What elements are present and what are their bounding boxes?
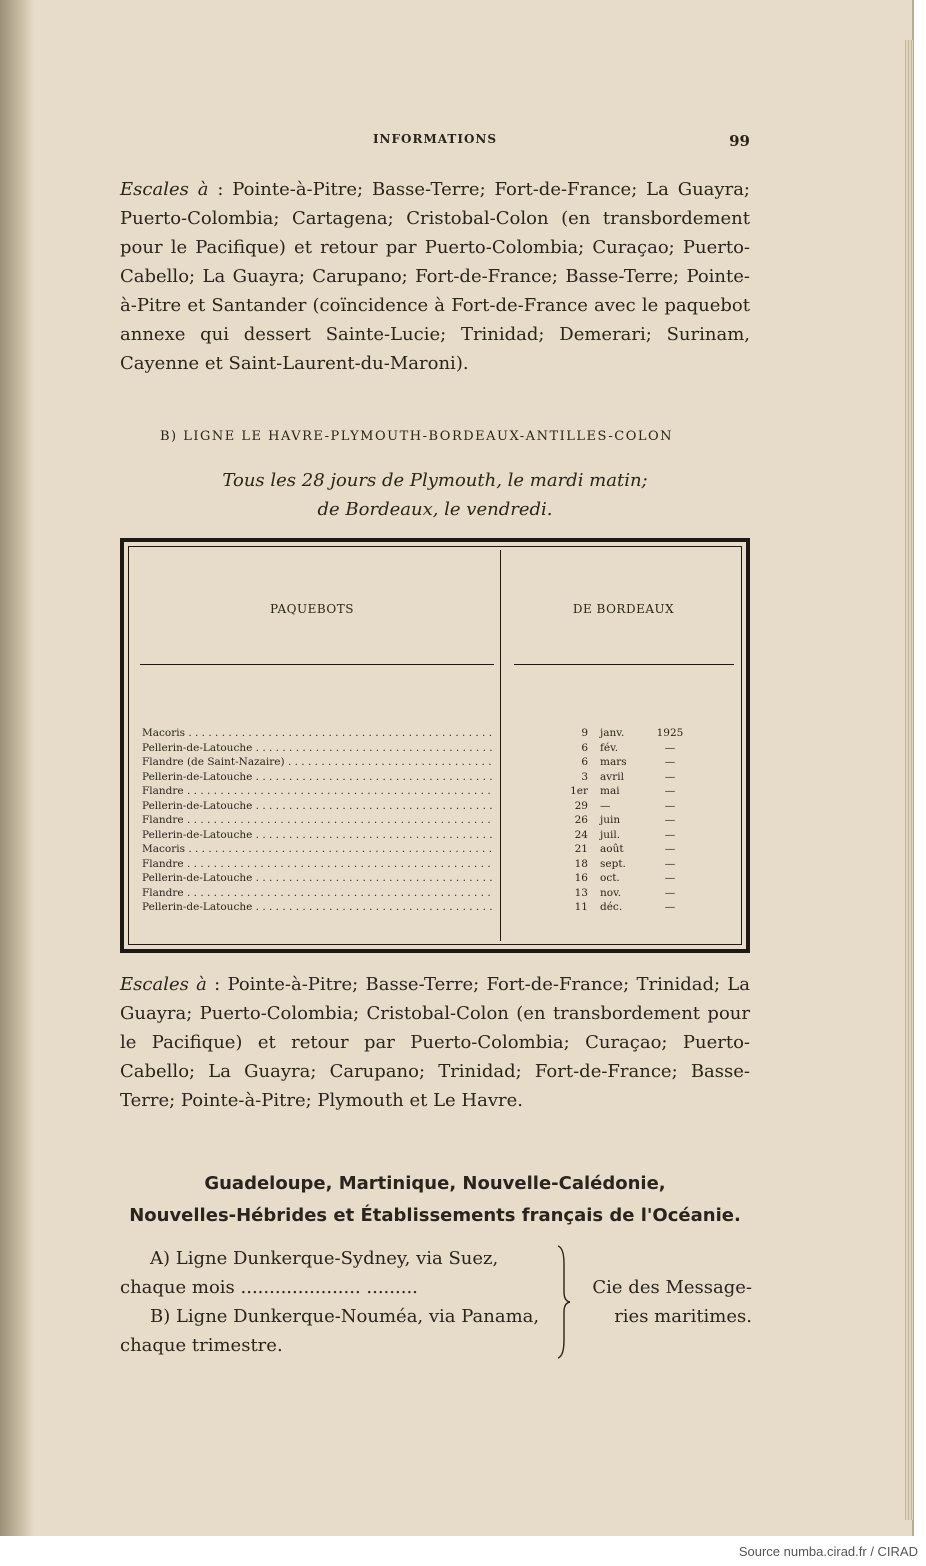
header-rule	[140, 664, 494, 665]
day: 16	[574, 872, 588, 884]
ship-name: Flandre (de Saint-Nazaire) . . .	[142, 755, 492, 770]
day: 21	[574, 843, 588, 855]
table-row	[142, 784, 742, 799]
month: juil.	[600, 828, 621, 841]
header-paquebots: PAQUEBOTS	[270, 602, 354, 616]
running-head-title: INFORMATIONS	[372, 132, 498, 146]
day: 1er	[570, 785, 588, 797]
day: 24	[574, 828, 588, 841]
month: avril	[600, 770, 624, 783]
ship-name: Flandre . . .	[142, 886, 492, 901]
escales-lead: Escales à	[120, 974, 207, 995]
month: août	[600, 843, 624, 855]
table-row	[142, 900, 742, 915]
ship-name: Macoris . . .	[142, 842, 492, 857]
line-a-2: chaque mois ..................... .........	[120, 1277, 418, 1298]
month: mai	[600, 785, 620, 797]
month: mars	[600, 756, 627, 768]
company-line-2: ries maritimes.	[614, 1306, 752, 1327]
ship-name: Flandre . . .	[142, 813, 492, 828]
company-note	[580, 1273, 752, 1331]
header-rule	[514, 664, 734, 665]
day: 3	[581, 770, 588, 783]
year: —	[664, 828, 676, 841]
ship-name: Flandre . . .	[142, 857, 492, 872]
ship-name: Pellerin-de-Latouche . . .	[142, 799, 492, 814]
month: —	[600, 799, 611, 812]
heading-line-2: Nouvelles-Hébrides et Établissements français de l'Océanie.	[129, 1205, 741, 1226]
day: 13	[574, 886, 588, 899]
schedule-line-2: de Bordeaux, le vendredi.	[317, 499, 553, 520]
schedule-line-1: Tous les 28 jours de Plymouth, le mardi matin;	[222, 470, 648, 491]
year: 1925	[656, 727, 684, 739]
table-row	[142, 828, 742, 843]
table-row	[142, 871, 742, 886]
header-de-bordeaux: DE BORDEAUX	[572, 602, 675, 616]
table-row	[142, 741, 742, 756]
table-row	[142, 813, 742, 828]
year: —	[664, 843, 676, 855]
ship-name: Pellerin-de-Latouche . . .	[142, 900, 492, 915]
ship-name: Macoris . . .	[142, 726, 492, 741]
month: fév.	[600, 741, 619, 754]
escales-text: : Pointe-à-Pitre; Basse-Terre; Fort-de-France; Trinidad; La Guayra; Puerto-Colombia; Cristobal-Colon (en transbordement pour le Pacifique) et retour par Puerto-Colombia; Curaçao; Puerto-Cabello; La Guayra; Carupano; Trinidad; Fort-de-France; Basse-Terre; Pointe-à-Pitre; Plymouth et Le Havre.	[120, 974, 750, 1111]
year: —	[664, 741, 676, 754]
table-row	[142, 886, 742, 901]
table-row	[142, 857, 742, 872]
year: —	[664, 886, 676, 899]
brace-icon	[552, 1244, 572, 1360]
day: 18	[574, 857, 588, 870]
ship-name: Pellerin-de-Latouche . . .	[142, 741, 492, 756]
paragraph-escales-2	[120, 970, 750, 1115]
year: —	[664, 814, 676, 826]
line-a-1: A) Ligne Dunkerque-Sydney, via Suez,	[150, 1248, 499, 1269]
running-head	[120, 132, 750, 152]
day: 9	[581, 727, 588, 739]
month: juin	[600, 814, 621, 826]
day: 29	[574, 799, 588, 812]
month: déc.	[600, 901, 623, 913]
ship-name: Pellerin-de-Latouche . . .	[142, 770, 492, 785]
year: —	[664, 901, 676, 913]
escales-text: : Pointe-à-Pitre; Basse-Terre; Fort-de-France; La Guayra; Puerto-Colombia; Cartagena; Cristobal-Colon (en transbordement pour le Pacifique) et retour par Puerto-Colombia; Curaçao; Puerto-Cabello; La Guayra; Carupano; Fort-de-France; Basse-Terre; Pointe-à-Pitre et Santander (coïncidence à Fort-de-France avec le paquebot annexe qui dessert Sainte-Lucie; Trinidad; Demerari; Surinam, Cayenne et Saint-Laurent-du-Maroni).	[120, 179, 750, 374]
subsection-title: B) LIGNE LE HAVRE-PLYMOUTH-BORDEAUX-ANTILLES-COLON	[160, 429, 674, 444]
month: nov.	[600, 886, 622, 899]
line-list	[120, 1244, 560, 1360]
month: oct.	[600, 872, 620, 884]
year: —	[664, 872, 676, 884]
day: 6	[581, 741, 588, 754]
year: —	[664, 785, 676, 797]
day: 26	[574, 814, 588, 826]
table-row	[142, 770, 742, 785]
ship-name: Flandre . . .	[142, 784, 492, 799]
schedule-note	[120, 466, 750, 524]
table-row	[142, 799, 742, 814]
heading-line-1: Guadeloupe, Martinique, Nouvelle-Calédonie,	[204, 1173, 666, 1194]
company-line-1: Cie des Message-	[592, 1277, 752, 1298]
section-heading	[120, 1168, 750, 1232]
year: —	[664, 770, 676, 783]
page-edges	[905, 40, 913, 1520]
source-credit: Source numba.cirad.fr / CIRAD	[738, 1544, 918, 1559]
page-number: 99	[729, 132, 750, 150]
year: —	[664, 756, 676, 768]
paragraph-escales-1	[120, 175, 750, 378]
schedule-table	[120, 538, 750, 953]
line-b-2: chaque trimestre.	[120, 1335, 283, 1356]
escales-lead: Escales à	[120, 179, 209, 200]
ship-name: Pellerin-de-Latouche . . .	[142, 828, 492, 843]
year: —	[664, 857, 676, 870]
ship-name: Pellerin-de-Latouche . . .	[142, 871, 492, 886]
book-spine-shadow	[0, 0, 34, 1536]
year: —	[664, 799, 676, 812]
table-row	[142, 755, 742, 770]
table-body	[142, 726, 742, 915]
day: 11	[574, 901, 588, 913]
table-row	[142, 726, 742, 741]
line-b-1: B) Ligne Dunkerque-Nouméa, via Panama,	[150, 1306, 540, 1327]
month: janv.	[600, 727, 625, 739]
day: 6	[581, 756, 588, 768]
table-row	[142, 842, 742, 857]
month: sept.	[600, 857, 626, 870]
